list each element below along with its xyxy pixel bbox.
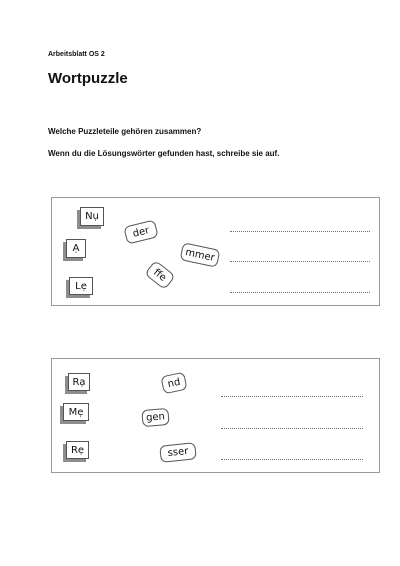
instruction-question: Welche Puzzleteile gehören zusammen?: [48, 127, 202, 136]
puzzle-piece-gen[interactable]: gen: [141, 408, 169, 427]
puzzle-piece-nd[interactable]: nd: [160, 372, 187, 395]
puzzle-piece-mmer[interactable]: mmer: [180, 242, 221, 268]
puzzle-piece-der[interactable]: der: [123, 219, 158, 244]
answer-line[interactable]: [221, 396, 363, 397]
answer-line[interactable]: [230, 231, 370, 232]
instruction-task: Wenn du die Lösungswörter gefunden hast, schreibe sie auf.: [48, 149, 280, 158]
page-title: Wortpuzzle: [48, 70, 128, 87]
answer-line[interactable]: [221, 459, 363, 460]
puzzle-piece-ffe[interactable]: ffe: [144, 260, 176, 290]
puzzle-panel-2: [51, 358, 380, 473]
worksheet-label: Arbeitsblatt OS 2: [48, 51, 105, 58]
puzzle-piece-nu[interactable]: Nụ: [80, 207, 104, 226]
answer-line[interactable]: [221, 428, 363, 429]
puzzle-piece-ra[interactable]: Rạ: [68, 373, 90, 391]
answer-line[interactable]: [230, 292, 370, 293]
puzzle-piece-me[interactable]: Mẹ: [63, 403, 89, 421]
answer-line[interactable]: [230, 261, 370, 262]
puzzle-piece-sser[interactable]: sser: [159, 442, 197, 463]
puzzle-piece-a[interactable]: Ạ: [66, 239, 86, 258]
puzzle-piece-re[interactable]: Rẹ: [66, 441, 89, 459]
puzzle-panel-1: [51, 197, 380, 306]
puzzle-piece-le[interactable]: Lẹ: [69, 277, 93, 295]
